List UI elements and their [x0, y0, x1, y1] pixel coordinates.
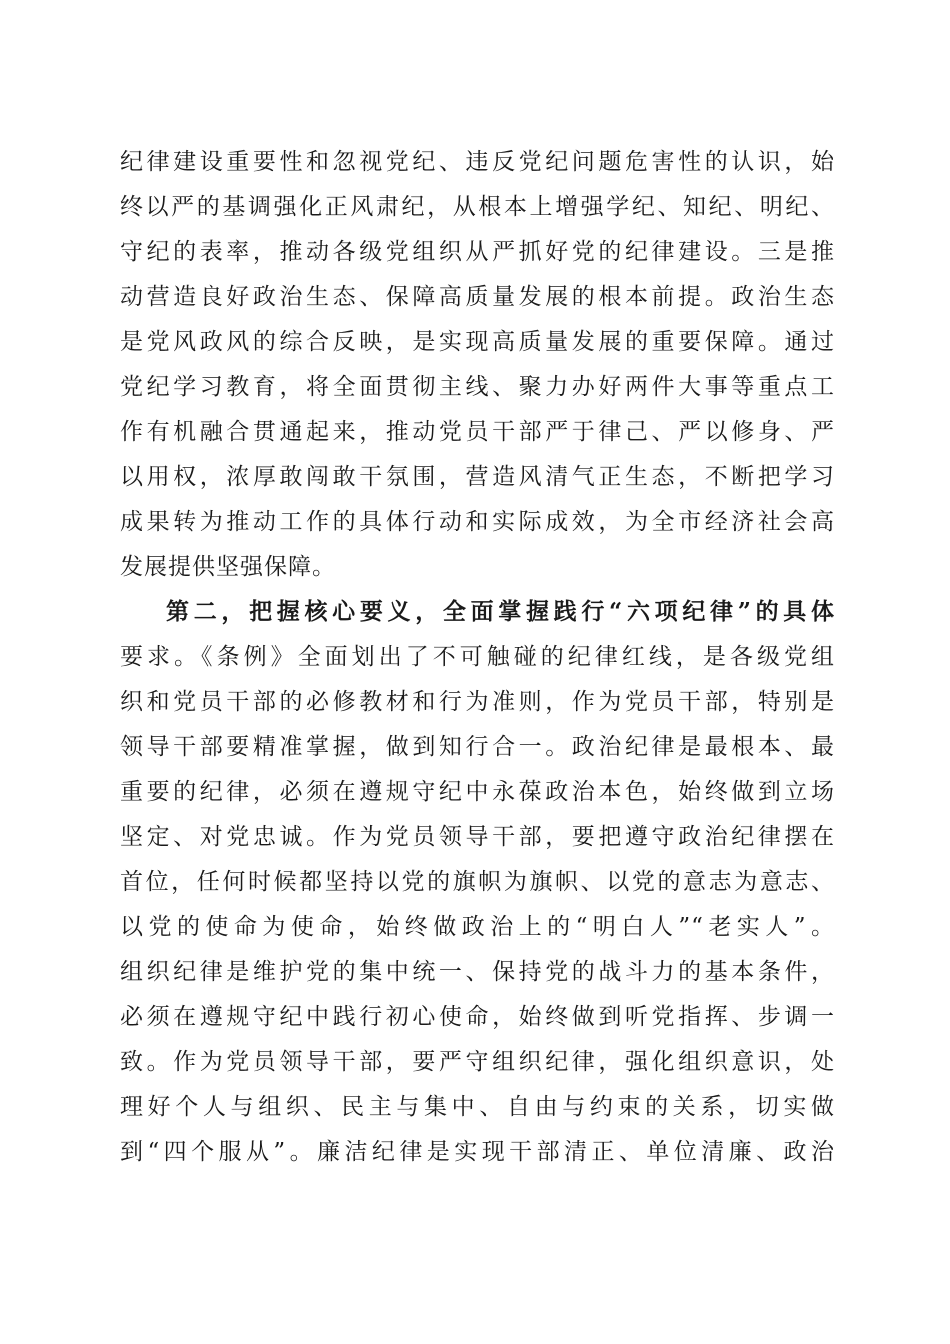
body-text-line: 终以严的基调强化正风肃纪，从根本上增强学纪、知纪、明纪、 — [120, 194, 835, 220]
body-text-line: 以党的使命为使命，始终做政治上的“明白人”“老实人”。 — [120, 914, 835, 940]
body-text-line: 要求。《条例》全面划出了不可触碰的纪律红线，是各级党组 — [120, 644, 835, 670]
body-text-line: 是党风政风的综合反映，是实现高质量发展的重要保障。通过 — [120, 329, 835, 355]
body-text-line: 以用权，浓厚敢闯敢干氛围，营造风清气正生态，不断把学习 — [120, 464, 835, 490]
body-text-line: 理好个人与组织、民主与集中、自由与约束的关系，切实做 — [120, 1094, 835, 1120]
body-text-line: 动营造良好政治生态、保障高质量发展的根本前提。政治生态 — [120, 284, 835, 310]
body-text-line: 致。作为党员领导干部，要严守组织纪律，强化组织意识，处 — [120, 1049, 835, 1075]
body-text-line: 首位，任何时候都坚持以党的旗帜为旗帜、以党的意志为意志、 — [120, 869, 835, 895]
body-text-line: 作有机融合贯通起来，推动党员干部严于律己、严以修身、严 — [120, 419, 835, 445]
body-text-line: 发展提供坚强保障。 — [120, 554, 336, 580]
body-text-line: 必须在遵规守纪中践行初心使命，始终做到听党指挥、步调一 — [120, 1004, 835, 1030]
section-heading-line: 第二，把握核心要义，全面掌握践行“六项纪律”的具体 — [166, 598, 835, 625]
body-text-line: 到“四个服从”。廉洁纪律是实现干部清正、单位清廉、政治 — [120, 1139, 835, 1165]
body-text-line: 织和党员干部的必修教材和行为准则，作为党员干部，特别是 — [120, 689, 835, 715]
body-text-line: 领导干部要精准掌握，做到知行合一。政治纪律是最根本、最 — [120, 734, 835, 760]
body-text-line: 组织纪律是维护党的集中统一、保持党的战斗力的基本条件， — [120, 959, 835, 985]
body-text-line: 成果转为推动工作的具体行动和实际成效，为全市经济社会高 — [120, 509, 835, 535]
body-text-line: 纪律建设重要性和忽视党纪、违反党纪问题危害性的认识，始 — [120, 149, 835, 175]
body-text-line: 党纪学习教育，将全面贯彻主线、聚力办好两件大事等重点工 — [120, 374, 835, 400]
body-text-line: 坚定、对党忠诚。作为党员领导干部，要把遵守政治纪律摆在 — [120, 824, 835, 850]
body-text-line: 守纪的表率，推动各级党组织从严抓好党的纪律建设。三是推 — [120, 239, 835, 265]
body-text-line: 重要的纪律，必须在遵规守纪中永葆政治本色，始终做到立场 — [120, 779, 835, 805]
